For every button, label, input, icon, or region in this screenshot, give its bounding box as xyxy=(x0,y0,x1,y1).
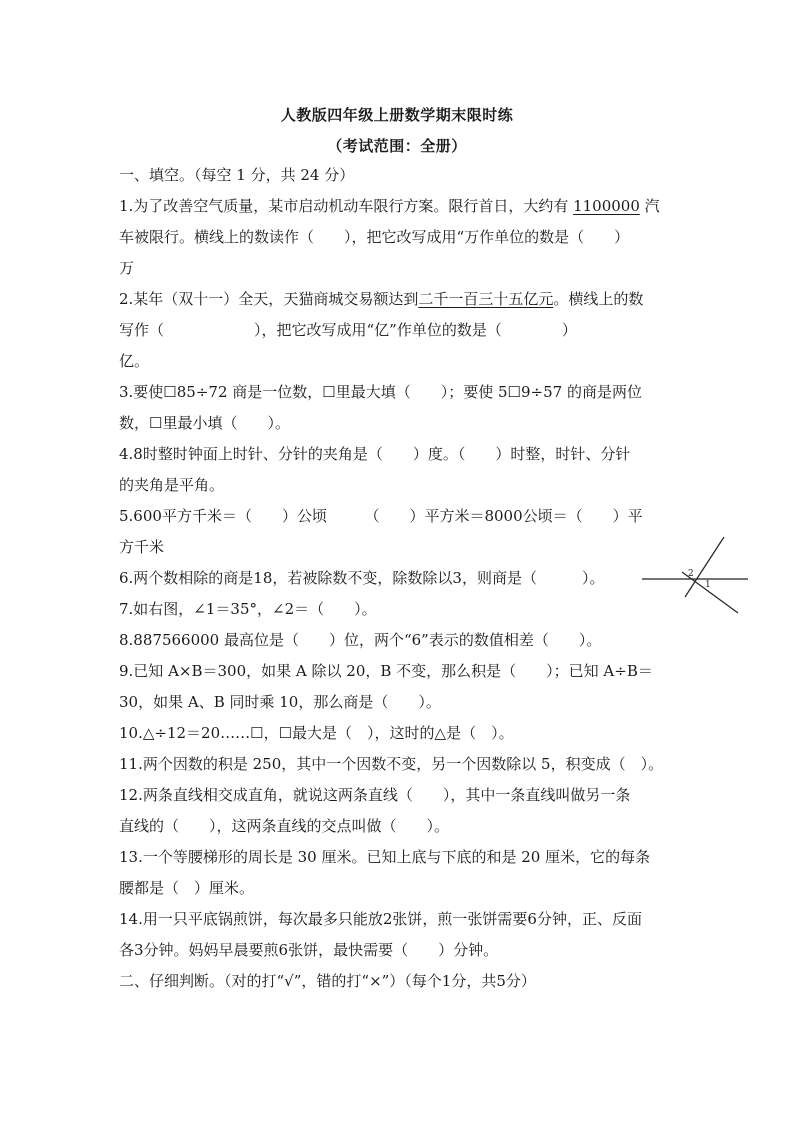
question-3-line-1: 3.要使☐85÷72 商是一位数，☐里最大填（ ）；要使 5☐9÷57 的商是两位 xyxy=(119,383,642,401)
question-2-line-1 xyxy=(119,289,643,309)
question-14-line-2: 各3分钟。妈妈早晨要煎6张饼，最快需要（ ）分钟。 xyxy=(119,941,499,959)
question-4-line-1: 4.8时整时钟面上时针、分针的夹角是（ ）度。（ ）时整，时针、分针 xyxy=(119,445,631,463)
section-2-heading: 二、仔细判断。（对的打“√”，错的打“×”）（每个1分，共5分） xyxy=(119,972,536,990)
question-1-line-2: 车被限行。横线上的数读作（ ），把它改写成用“万作单位的数是（ ） xyxy=(119,228,630,246)
question-3-line-2: 数，☐里最小填（ ）。 xyxy=(119,414,290,432)
question-9-line-1: 9.已知 A×B＝300，如果 A 除以 20，B 不变，那么积是（ ）；已知 A÷B＝ xyxy=(119,662,653,680)
question-1-underlined-number: 1100000 xyxy=(573,197,640,215)
question-1-text-a: 1.为了改善空气质量，某市启动机动车限行方案。限行首日，大约有 xyxy=(119,197,574,215)
angle-figure xyxy=(640,535,750,615)
angle-1-label: 1 xyxy=(705,580,711,590)
question-2-text-b: 。横线上的数 xyxy=(553,290,644,308)
question-14-line-1: 14.用一只平底锅煎饼，每次最多只能放2张饼，煎一张饼需要6分钟，正、反面 xyxy=(119,910,642,928)
question-10-line-1: 10.△÷12＝20……☐，☐最大是（ ），这时的△是（ ）。 xyxy=(119,724,514,742)
question-2-line-2: 写作（ ），把它改写成用“亿”作单位的数是（ ） xyxy=(119,321,577,339)
question-1-line-3: 万 xyxy=(119,259,135,277)
question-2-text-a: 2.某年（双十一）全天，天猫商城交易额达到 xyxy=(119,290,419,308)
exam-title: 人教版四年级上册数学期末限时练 xyxy=(280,106,514,124)
question-2-line-3: 亿。 xyxy=(119,352,150,370)
exam-subtitle: （考试范围：全册） xyxy=(327,137,467,155)
question-12-line-1: 12.两条直线相交成直角，就说这两条直线（ ），其中一条直线叫做另一条 xyxy=(119,786,631,804)
question-13-line-2: 腰都是（ ）厘米。 xyxy=(119,879,255,897)
question-9-line-2: 30，如果 A、B 同时乘 10，那么商是（ ）。 xyxy=(119,693,441,711)
question-4-line-2: 的夹角是平角。 xyxy=(119,476,225,494)
angle-2-label: 2 xyxy=(688,569,694,579)
question-12-line-2: 直线的（ ），这两条直线的交点叫做（ ）。 xyxy=(119,817,450,835)
question-2-underlined-amount: 二千一百三十五亿元 xyxy=(418,290,554,308)
question-13-line-1: 13.一个等腰梯形的周长是 30 厘米。已知上底与下底的和是 20 厘米，它的每条 xyxy=(119,848,651,866)
question-11-line-1: 11.两个因数的积是 250，其中一个因数不变，另一个因数除以 5，积变成（ ）。 xyxy=(119,755,664,773)
question-5-line-2: 方千米 xyxy=(119,538,165,556)
question-6-line-1: 6.两个数相除的商是18，若被除数不变，除数除以3，则商是（ ）。 xyxy=(119,569,605,587)
question-7-line-1: 7.如右图，∠1＝35°，∠2＝（ ）。 xyxy=(119,600,377,618)
question-1-text-b: 汽 xyxy=(639,197,660,215)
question-5-line-1: 5.600平方千米＝（ ）公顷 （ ）平方米＝8000公顷＝（ ）平 xyxy=(119,507,643,525)
question-8-line-1: 8.887566000 最高位是（ ）位，两个“6”表示的数值相差（ ）。 xyxy=(119,631,602,649)
question-1-line-1 xyxy=(119,196,660,216)
section-1-heading: 一、填空。（每空 1 分，共 24 分） xyxy=(119,166,355,184)
